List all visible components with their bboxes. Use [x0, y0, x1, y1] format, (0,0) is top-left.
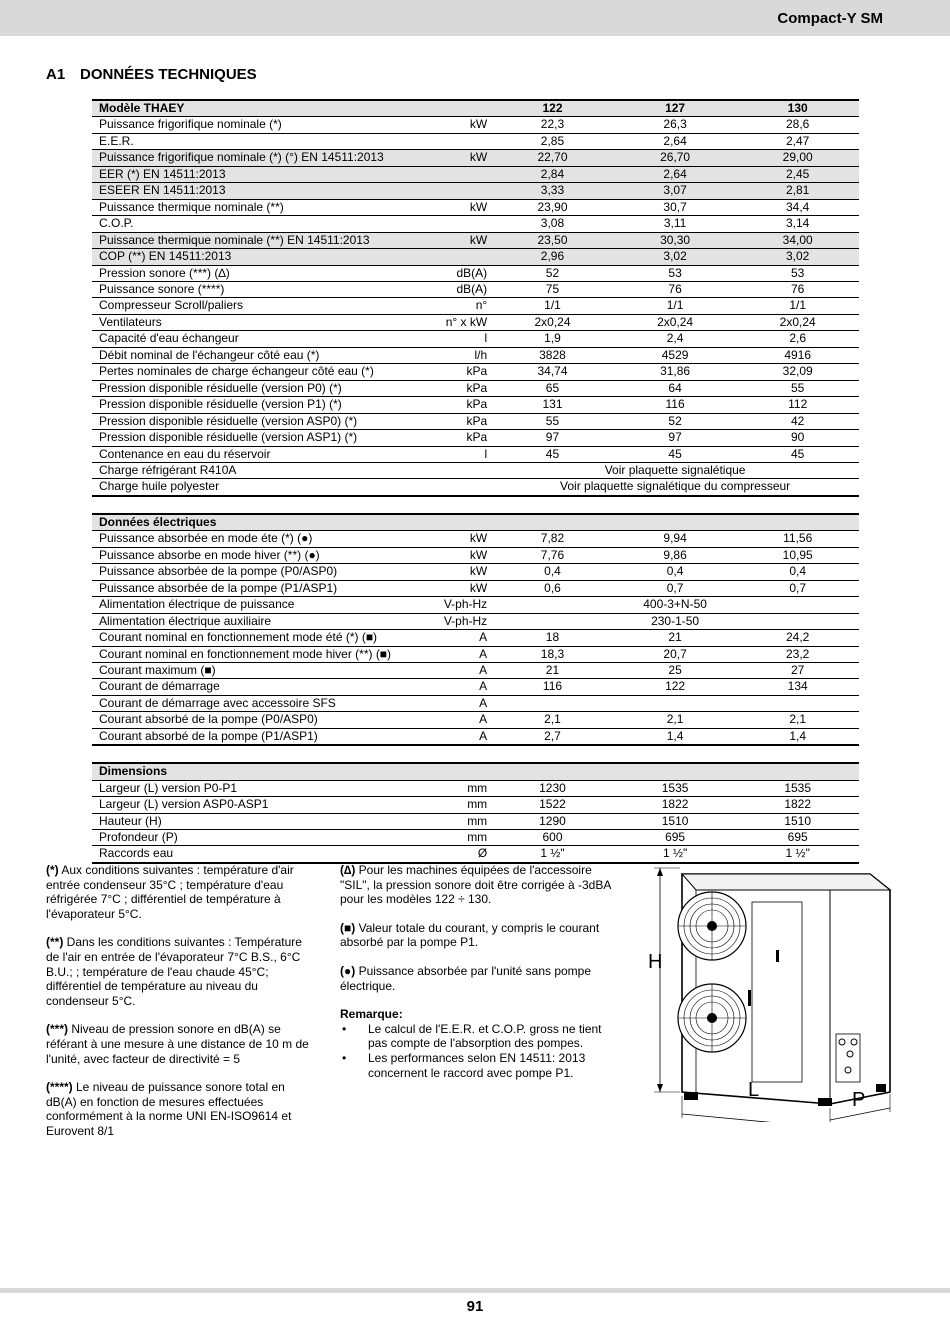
- row-unit: A: [416, 630, 491, 646]
- row-label: Courant de démarrage avec accessoire SFS: [92, 695, 416, 711]
- row-label: Courant absorbé de la pompe (P1/ASP1): [92, 728, 416, 745]
- row-value: 29,00: [736, 150, 859, 166]
- row-value: 1 ½": [614, 846, 737, 863]
- row-label: Puissance absorbée en mode éte (*) (●): [92, 531, 416, 547]
- row-label: Largeur (L) version ASP0-ASP1: [92, 797, 416, 813]
- row-value: 20,7: [614, 646, 737, 662]
- row-unit: kW: [416, 150, 491, 166]
- row-value: 23,90: [491, 199, 614, 215]
- row-value: 1535: [614, 780, 737, 796]
- section-heading: DONNÉES TECHNIQUES: [80, 66, 257, 83]
- row-value: 7,76: [491, 547, 614, 563]
- row-unit: [416, 249, 491, 265]
- row-value: 0,6: [491, 580, 614, 596]
- electrical-header: [92, 514, 859, 531]
- row-value: 2,6: [736, 331, 859, 347]
- row-value: 2,47: [736, 133, 859, 149]
- row-value: 10,95: [736, 547, 859, 563]
- table-row: [92, 314, 859, 330]
- remarque-title: Remarque:: [340, 1007, 403, 1022]
- page-number: 91: [466, 1298, 484, 1315]
- row-value: 9,94: [614, 531, 737, 547]
- row-unit: A: [416, 695, 491, 711]
- row-value: 695: [736, 830, 859, 846]
- row-unit: [416, 479, 491, 496]
- footer-bar: [0, 1288, 950, 1293]
- row-unit: [416, 133, 491, 149]
- row-label: Puissance frigorifique nominale (*) (°) EN 14511:2013: [92, 150, 416, 166]
- row-unit: [416, 183, 491, 199]
- row-label: Pression sonore (***) (∆): [92, 265, 416, 281]
- table-row: [92, 331, 859, 347]
- row-label: Puissance absorbe en mode hiver (**) (●): [92, 547, 416, 563]
- row-value: 65: [491, 380, 614, 396]
- table-row: [92, 216, 859, 232]
- row-value: 53: [614, 265, 737, 281]
- row-unit: mm: [416, 830, 491, 846]
- table-row: [92, 712, 859, 728]
- row-unit: n° x kW: [416, 314, 491, 330]
- row-unit: A: [416, 662, 491, 678]
- row-value: 1510: [614, 813, 737, 829]
- label-h: H: [648, 951, 663, 973]
- row-value: 97: [614, 430, 737, 446]
- table-row: [92, 183, 859, 199]
- row-unit: A: [416, 679, 491, 695]
- row-value: 1522: [491, 797, 614, 813]
- table-row: [92, 597, 859, 613]
- row-value: 45: [614, 446, 737, 462]
- row-value: 1822: [736, 797, 859, 813]
- table-row: [92, 150, 859, 166]
- row-value: 4916: [736, 347, 859, 363]
- row-value: 7,82: [491, 531, 614, 547]
- row-value: 34,00: [736, 232, 859, 248]
- row-unit: V-ph-Hz: [416, 613, 491, 629]
- row-value-span: Voir plaquette signalétique du compresseur: [491, 479, 859, 496]
- table-row: [92, 679, 859, 695]
- row-value: 64: [614, 380, 737, 396]
- row-value: 24,2: [736, 630, 859, 646]
- row-value: 0,7: [736, 580, 859, 596]
- table-row: [92, 298, 859, 314]
- row-value: 116: [614, 397, 737, 413]
- row-value: 23,50: [491, 232, 614, 248]
- remarque-list: [340, 1022, 615, 1080]
- row-value: 53: [736, 265, 859, 281]
- row-value-span: 230-1-50: [491, 613, 859, 629]
- row-label: Courant maximum (■): [92, 662, 416, 678]
- table-row: [92, 630, 859, 646]
- row-unit: A: [416, 712, 491, 728]
- row-value: 1,4: [614, 728, 737, 745]
- table-row: [92, 364, 859, 380]
- note: (***) Niveau de pression sonore en dB(A) se référant à une mesure à une distance de 10 m de l'unité, avec facteur de directivité = 5: [46, 1022, 309, 1066]
- table-row: [92, 347, 859, 363]
- row-value: 18,3: [491, 646, 614, 662]
- row-unit: mm: [416, 797, 491, 813]
- row-value: 1510: [736, 813, 859, 829]
- row-value: 2,81: [736, 183, 859, 199]
- row-value: 2,45: [736, 166, 859, 182]
- table-row: [92, 413, 859, 429]
- row-value: 4529: [614, 347, 737, 363]
- row-unit: kW: [416, 199, 491, 215]
- row-value: 23,2: [736, 646, 859, 662]
- row-label: EER (*) EN 14511:2013: [92, 166, 416, 182]
- document-title: Compact-Y SM: [777, 10, 883, 27]
- model-122: 122: [491, 100, 614, 117]
- row-value: 2x0,24: [736, 314, 859, 330]
- row-value: 2,1: [614, 712, 737, 728]
- row-value: 116: [491, 679, 614, 695]
- row-value: 122: [614, 679, 737, 695]
- row-value: 76: [736, 281, 859, 297]
- row-value: 52: [614, 413, 737, 429]
- row-value: 112: [736, 397, 859, 413]
- row-value: 2,85: [491, 133, 614, 149]
- row-unit: kW: [416, 232, 491, 248]
- row-label: Raccords eau: [92, 846, 416, 863]
- table-row: [92, 780, 859, 796]
- row-value: 1535: [736, 780, 859, 796]
- row-value: 1,4: [736, 728, 859, 745]
- row-unit: A: [416, 728, 491, 745]
- row-unit: dB(A): [416, 265, 491, 281]
- row-value: 9,86: [614, 547, 737, 563]
- row-value: 2,1: [491, 712, 614, 728]
- table-row: [92, 797, 859, 813]
- row-unit: n°: [416, 298, 491, 314]
- table-row: [92, 397, 859, 413]
- unit-dimension-diagram: [640, 862, 900, 1122]
- row-label: COP (**) EN 14511:2013: [92, 249, 416, 265]
- row-value: 45: [491, 446, 614, 462]
- row-value: 25: [614, 662, 737, 678]
- row-unit: [416, 166, 491, 182]
- table-row: [92, 199, 859, 215]
- row-label: Courant absorbé de la pompe (P0/ASP0): [92, 712, 416, 728]
- row-label: Courant nominal en fonctionnement mode hiver (**) (■): [92, 646, 416, 662]
- row-label: Profondeur (P): [92, 830, 416, 846]
- row-unit: kW: [416, 117, 491, 133]
- table-row: [92, 613, 859, 629]
- table-row: [92, 646, 859, 662]
- row-value: 30,7: [614, 199, 737, 215]
- row-label: Puissance absorbée de la pompe (P1/ASP1): [92, 580, 416, 596]
- label-l: L: [748, 1079, 760, 1101]
- row-unit: kPa: [416, 380, 491, 396]
- row-value: 695: [614, 830, 737, 846]
- row-value: 2,64: [614, 166, 737, 182]
- row-value: 75: [491, 281, 614, 297]
- row-unit: V-ph-Hz: [416, 597, 491, 613]
- row-value: 28,6: [736, 117, 859, 133]
- row-unit: l/h: [416, 347, 491, 363]
- row-value: 26,70: [614, 150, 737, 166]
- row-value: 131: [491, 397, 614, 413]
- table-header-row: [92, 100, 859, 117]
- row-value: 21: [614, 630, 737, 646]
- row-value: 1/1: [614, 298, 737, 314]
- row-label: Puissance thermique nominale (**): [92, 199, 416, 215]
- technical-data-table: [92, 99, 859, 864]
- row-value: 1822: [614, 797, 737, 813]
- row-unit: kW: [416, 547, 491, 563]
- row-unit: kPa: [416, 397, 491, 413]
- row-value-span: 400-3+N-50: [491, 597, 859, 613]
- table-row: [92, 830, 859, 846]
- table-row: [92, 662, 859, 678]
- section-title: [46, 66, 257, 83]
- table-row: [92, 430, 859, 446]
- row-label: Ventilateurs: [92, 314, 416, 330]
- row-value: 11,56: [736, 531, 859, 547]
- row-value: 26,3: [614, 117, 737, 133]
- table-row: [92, 232, 859, 248]
- table-row: [92, 813, 859, 829]
- row-label: Compresseur Scroll/paliers: [92, 298, 416, 314]
- row-label: Hauteur (H): [92, 813, 416, 829]
- row-value: 90: [736, 430, 859, 446]
- row-value: 1290: [491, 813, 614, 829]
- table-row: [92, 133, 859, 149]
- row-value: 34,74: [491, 364, 614, 380]
- row-unit: l: [416, 446, 491, 462]
- table-row: [92, 380, 859, 396]
- row-value: 42: [736, 413, 859, 429]
- row-value: 3828: [491, 347, 614, 363]
- row-value: 18: [491, 630, 614, 646]
- row-value: 2,96: [491, 249, 614, 265]
- row-unit: l: [416, 331, 491, 347]
- row-value: 55: [736, 380, 859, 396]
- row-label: Largeur (L) version P0-P1: [92, 780, 416, 796]
- row-value: 2,4: [614, 331, 737, 347]
- row-label: Courant de démarrage: [92, 679, 416, 695]
- row-value: 2,84: [491, 166, 614, 182]
- row-value-span: Voir plaquette signalétique: [491, 462, 859, 478]
- row-value: 0,4: [736, 564, 859, 580]
- row-label: Charge huile polyester: [92, 479, 416, 496]
- table-row: [92, 695, 859, 711]
- table-row: [92, 446, 859, 462]
- row-label: Capacité d'eau échangeur: [92, 331, 416, 347]
- row-label: Courant nominal en fonctionnement mode été (*) (■): [92, 630, 416, 646]
- row-value: 3,33: [491, 183, 614, 199]
- row-value: 3,02: [736, 249, 859, 265]
- row-value: 0,7: [614, 580, 737, 596]
- list-item: • Les performances selon EN 14511: 2013 concernent le raccord avec pompe P1.: [342, 1050, 586, 1080]
- row-value: 34,4: [736, 199, 859, 215]
- row-label: Puissance frigorifique nominale (*): [92, 117, 416, 133]
- row-value: 2x0,24: [614, 314, 737, 330]
- row-label: Puissance absorbée de la pompe (P0/ASP0): [92, 564, 416, 580]
- table-row: [92, 265, 859, 281]
- row-label: Contenance en eau du réservoir: [92, 446, 416, 462]
- table-row: [92, 728, 859, 745]
- row-value: 1/1: [491, 298, 614, 314]
- notes-right: [340, 863, 615, 1080]
- row-value: 2x0,24: [491, 314, 614, 330]
- row-unit: mm: [416, 813, 491, 829]
- table-row: [92, 166, 859, 182]
- row-label: Puissance sonore (****): [92, 281, 416, 297]
- electrical-header-title: Données électriques: [92, 514, 859, 531]
- table-row: [92, 846, 859, 863]
- note: (**) Dans les conditions suivantes : Température de l'air en entrée de l'évaporateur 7°C B.S., 6°C B.U.; ; température de l'eau chaude 45°C; différentiel de température au niveau du condenseur 5°C.: [46, 935, 302, 1008]
- row-value: 31,86: [614, 364, 737, 380]
- dimensions-header-title: Dimensions: [92, 763, 859, 780]
- row-unit: [416, 216, 491, 232]
- row-label: Pression disponible résiduelle (version P1) (*): [92, 397, 416, 413]
- table-row: [92, 249, 859, 265]
- model-label: Modèle THAEY: [92, 100, 416, 117]
- row-unit: kPa: [416, 413, 491, 429]
- row-value: 22,70: [491, 150, 614, 166]
- table-row: [92, 564, 859, 580]
- table-row: [92, 117, 859, 133]
- row-unit: dB(A): [416, 281, 491, 297]
- section-number: A1: [46, 66, 66, 83]
- row-value: 52: [491, 265, 614, 281]
- dimensions-header: [92, 763, 859, 780]
- note: (∆) Pour les machines équipées de l'accessoire "SIL", la pression sonore doit être corrigée à -3dBA pour les modèles 122 ÷ 130.: [340, 863, 611, 907]
- row-value: 3,14: [736, 216, 859, 232]
- row-label: E.E.R.: [92, 133, 416, 149]
- list-item: • Le calcul de l'E.E.R. et C.O.P. gross ne tient pas compte de l'absorption des pompes.: [342, 1021, 602, 1051]
- row-unit: Ø: [416, 846, 491, 863]
- row-value: 134: [736, 679, 859, 695]
- note: (*) Aux conditions suivantes : température d'air entrée condenseur 35°C ; température d'eau réfrigérée 7°C ; différentiel de température à l'évaporateur 5°C.: [46, 863, 294, 921]
- row-value: 76: [614, 281, 737, 297]
- row-value: 0,4: [491, 564, 614, 580]
- row-unit: kW: [416, 580, 491, 596]
- row-value: 27: [736, 662, 859, 678]
- row-value: 21: [491, 662, 614, 678]
- row-value: 1/1: [736, 298, 859, 314]
- row-unit: kW: [416, 531, 491, 547]
- row-value: 1 ½": [736, 846, 859, 863]
- row-label: Pression disponible résiduelle (version ASP0) (*): [92, 413, 416, 429]
- table-row: [92, 547, 859, 563]
- row-unit: A: [416, 646, 491, 662]
- row-value: [491, 695, 614, 711]
- row-value: 3,07: [614, 183, 737, 199]
- row-unit: kW: [416, 564, 491, 580]
- row-label: Pression disponible résiduelle (version ASP1) (*): [92, 430, 416, 446]
- row-value: 1,9: [491, 331, 614, 347]
- row-label: Pression disponible résiduelle (version P0) (*): [92, 380, 416, 396]
- row-value: 22,3: [491, 117, 614, 133]
- table-row: [92, 462, 859, 478]
- row-unit: kPa: [416, 430, 491, 446]
- table-row: [92, 531, 859, 547]
- row-label: Pertes nominales de charge échangeur côté eau (*): [92, 364, 416, 380]
- row-value: 3,08: [491, 216, 614, 232]
- row-value: 55: [491, 413, 614, 429]
- row-value: [614, 695, 737, 711]
- row-value: 2,7: [491, 728, 614, 745]
- table-row: [92, 580, 859, 596]
- table-row: [92, 281, 859, 297]
- row-unit: mm: [416, 780, 491, 796]
- row-value: 2,1: [736, 712, 859, 728]
- note: (●) Puissance absorbée par l'unité sans pompe électrique.: [340, 963, 592, 993]
- row-label: Alimentation électrique auxiliaire: [92, 613, 416, 629]
- note: (****) Le niveau de puissance sonore total en dB(A) en fonction de mesures effectuées conformément à la norme UNI EN-ISO9614 et Eurovent 8/1: [46, 1080, 292, 1138]
- row-value: 30,30: [614, 232, 737, 248]
- note: (■) Valeur totale du courant, y compris le courant absorbé par la pompe P1.: [340, 920, 600, 950]
- label-p: P: [852, 1089, 866, 1111]
- row-label: Puissance thermique nominale (**) EN 14511:2013: [92, 232, 416, 248]
- row-value: 3,11: [614, 216, 737, 232]
- row-label: Débit nominal de l'échangeur côté eau (*): [92, 347, 416, 363]
- row-value: 3,02: [614, 249, 737, 265]
- row-unit: [416, 462, 491, 478]
- notes-left: [46, 863, 316, 1153]
- row-value: 2,64: [614, 133, 737, 149]
- row-value: 32,09: [736, 364, 859, 380]
- row-value: 97: [491, 430, 614, 446]
- row-value: 1230: [491, 780, 614, 796]
- row-value: 45: [736, 446, 859, 462]
- row-label: Charge réfrigérant R410A: [92, 462, 416, 478]
- header-bar: [0, 0, 950, 36]
- model-130: 130: [736, 100, 859, 117]
- row-label: ESEER EN 14511:2013: [92, 183, 416, 199]
- row-value: 600: [491, 830, 614, 846]
- table-row: [92, 479, 859, 496]
- row-value: 1 ½": [491, 846, 614, 863]
- row-unit: kPa: [416, 364, 491, 380]
- model-127: 127: [614, 100, 737, 117]
- row-label: C.O.P.: [92, 216, 416, 232]
- row-value: [736, 695, 859, 711]
- row-value: 0,4: [614, 564, 737, 580]
- row-label: Alimentation électrique de puissance: [92, 597, 416, 613]
